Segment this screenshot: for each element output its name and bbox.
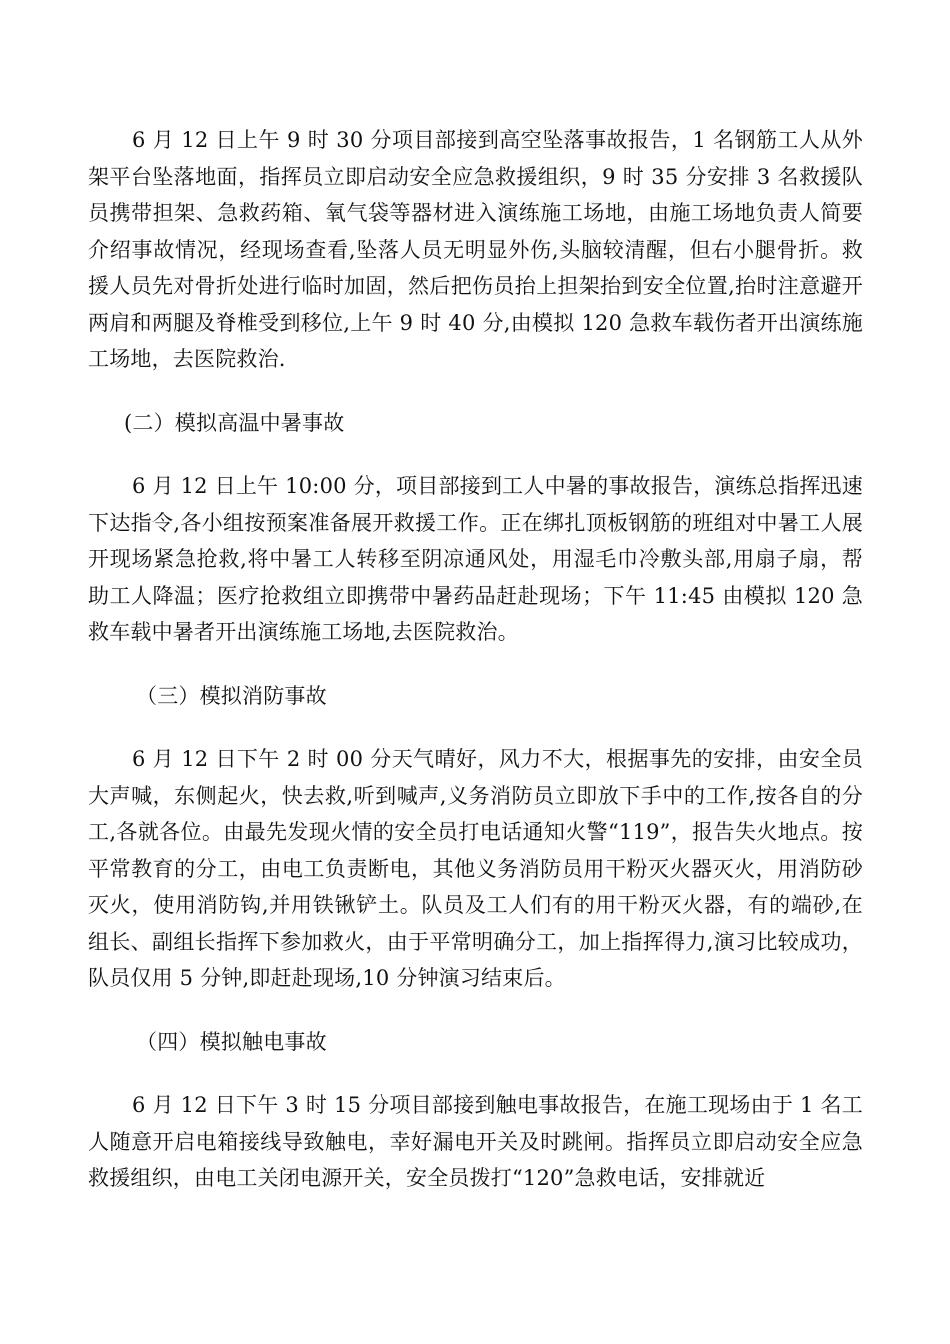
paragraph-heatstroke: 6 月 12 日上午 10:00 分，项目部接到工人中暑的事故报告，演练总指挥迅速下达指令,各小组按预案准备展开救援工作。正在绑扎顶板钢筋的班组对中暑工人展开现场紧急抢救,将中暑工人转移至阴凉通风处，用湿毛巾冷敷头部,用扇子扇，帮助工人降温；医疗抢救组立即携带中暑药品赶赴现场；下午 11:45 由模拟 120 急救车载中暑者开出演练施工场地,去医院救治。 <box>88 474 863 644</box>
paragraph-fire: 6 月 12 日下午 2 时 00 分天气晴好，风力不大，根据事先的安排，由安全员大声喊，东侧起火，快去救,听到喊声,义务消防员立即放下手中的工作,按各自的分工,各就各位。由最先发现火情的安全员打电话通知火警“119”，报告失火地点。按平常教育的分工，由电工负责断电，其他义务消防员用干粉灭火器灭火，用消防砂灭火，使用消防钩,并用铁锹铲土。队员及工人们有的用干粉灭火器，有的端砂,在组长、副组长指挥下参加救火，由于平常明确分工，加上指挥得力,演习比较成功，队员仅用 5 分钟,即赶赴现场,10 分钟演习结束后。 <box>88 747 863 990</box>
paragraph-fall-accident: 6 月 12 日上午 9 时 30 分项目部接到高空坠落事故报告，1 名钢筋工人从外架平台坠落地面，指挥员立即启动安全应急救援组织，9 时 35 分安排 3 名救援队员携带担架、急救药箱、氧气袋等器材进入演练施工场地，由施工场地负责人简要介绍事故情况，经现场查看,坠落人员无明显外伤,头脑较清醒，但右小腿骨折。救援人员先对骨折处进行临时加固，然后把伤员抬上担架抬到安全位置,抬时注意避开两肩和两腿及脊椎受到移位,上午 9 时 40 分,由模拟 120 急救车载伤者开出演练施工场地，去医院救治. <box>88 128 863 371</box>
document-body <box>88 122 863 1197</box>
heading-heatstroke-drill: (二）模拟高温中暑事故 <box>124 410 345 435</box>
heading-electric-shock-drill: （四）模拟触电事故 <box>136 1029 327 1054</box>
heading-fire-drill: （三）模拟消防事故 <box>136 683 327 708</box>
paragraph-electric-shock: 6 月 12 日下午 3 时 15 分项目部接到触电事故报告，在施工现场由于 1 名工人随意开启电箱接线导致触电，幸好漏电开关及时跳闸。指挥员立即启动安全应急救援组织，由电工关闭电源开关，安全员拨打“120”急救电话，安排就近 <box>88 1093 863 1190</box>
